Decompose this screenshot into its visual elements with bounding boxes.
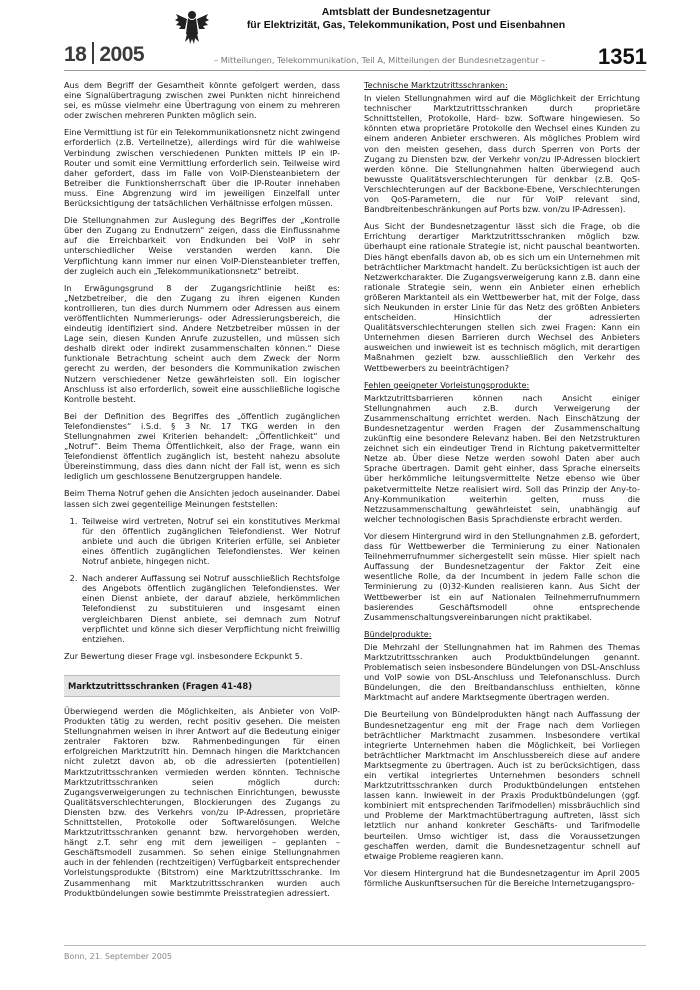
footer-date: Bonn, 21. September 2005 bbox=[64, 952, 172, 961]
issue-separator bbox=[92, 42, 94, 64]
section-heading: Marktzutrittsschranken (Fragen 41-48) bbox=[64, 675, 340, 697]
paragraph: In Erwägungsgrund 8 der Zugangsrichtlinie heißt es: „Netzbetreiber, die den Zugang zu ihren eigenen Kunden kontrollieren, tun dies durch Nummern oder Adressen aus einem veröffentlichten Nummerierungs- oder Adressierungsbereich, die eindeutig identifiziert sind. Andere Netzbetreiber müssen in der Lage sein, diesen Kunden Anrufe zuzustellen, und müssen sich deshalb direkt oder indirekt zusammenschalten können.“ Diese funktionale Betrachtung scheint auch dem Zweck der Norm gerecht zu werden, der besonders die Kommunikation zwischen Nutzern verschiedener Netze gewährleisten soll. Ein logischer Anschluss ist also erforderlich, soweit eine ausschließliche logische Kontrolle besteht. bbox=[64, 282, 340, 404]
right-column bbox=[364, 80, 640, 895]
footer-divider bbox=[64, 945, 646, 946]
issue-number: 18 bbox=[64, 43, 87, 66]
paragraph: Die Mehrzahl der Stellungnahmen hat im Rahmen des Themas Marktzutrittsschranken auch Produktbündelungen genannt. Problematisch seien insbesondere Bündelungen von DSL-Anschluss und VoIP sowie von DSL-Anschluss und Telefonanschluss. Durch Bündelungen, die den Breitbandanschluss enthielten, könne Marktmacht auf andere Marktsegmente übertragen werden. bbox=[364, 641, 640, 703]
gazette-title: Amtsblatt der Bundesnetzagentur bbox=[321, 6, 491, 18]
header-divider bbox=[64, 70, 646, 71]
subheading: Fehlen geeigneter Vorleistungsprodukte: bbox=[364, 379, 530, 390]
opinion-list bbox=[64, 516, 340, 644]
list-item: 2. Nach anderer Auffassung sei Notruf ausschließlich Rechtsfolge des Angebots öffentlich zugänglichen Telefondienstes. Wer einen Dienst anbiete, der darauf abziele, herkömmlichen Telefondienst zu substituieren und insgesamt einen vergleichbaren Dienst anbiete, sei demnach zum Notruf verpflichtet und könne sich dieser Verpflichtung nicht freiwillig entziehen. bbox=[80, 573, 340, 644]
gazette-authority: für Elektrizität, Gas, Telekommunikation, Post und Eisenbahnen bbox=[246, 19, 566, 31]
paragraph: Aus dem Begriff der Gesamtheit könnte gefolgert werden, dass eine Signalübertragung zwischen zwei Punkten nicht hinreichend sei, es müsse vielmehr eine Übertragung von einem zu mehreren oder zwischen mehreren Punkten möglich sein. bbox=[64, 80, 340, 121]
paragraph: Vor diesem Hintergrund wird in den Stellungnahmen z.B. gefordert, dass für Wettbewerber die Terminierung zu einer Nationalen Teilnehmerrufnummer sichergestellt sein müsse. Hier spielt nach Auffassung der Bundesnetzagentur der Faktor Zeit eine wesentliche Rolle, da der Incumbent in jedem Falle schon die Terminierung zu (0)32-Kunden realisieren kann. Aus Sicht der Wettbewerber ist ein auf Nationalen Teilnehmerrufnummern basierendes Geschäftsmodell ohne entsprechende Zusammenschaltungsvereinbarungen nicht praktikabel. bbox=[364, 530, 640, 622]
paragraph: Vor diesem Hintergrund hat die Bundesnetzagentur im April 2005 förmliche Auskunftsersuchen für die Bereiche Internetzugangspro- bbox=[364, 867, 640, 888]
page-number: 1351 bbox=[598, 44, 647, 69]
paragraph: Beim Thema Notruf gehen die Ansichten jedoch auseinander. Dabei lassen sich zwei gegenteilige Meinungen feststellen: bbox=[64, 488, 340, 509]
paragraph: In vielen Stellungnahmen wird auf die Möglichkeit der Errichtung technischer Marktzutrittsschranken durch proprietäre Schnittstellen, Protokolle, Hard- bzw. Software hingewiesen. So könnten etwa proprietäre Protokolle den Wechsel eines Kunden zu einem anderen Anbieter erschweren. Als mögliches Problem wird von den meisten gesehen, dass durch Sperren von Ports der Zugang zu Diensten bzw. der Verkehr von/zu IP-Adressen blockiert werden könne. Die Stellungnahmen halten überwiegend auch bewusste Qualitätsverschlechterungen für denkbar (z.B. QoS-Verschlechterungen auf der Backbone-Ebene, Verschlechterungen von QoS-Parametern, die nur für VoIP relevant sind, Bandbreitenbeschränkungen auf Ports bzw. von/zu IP-Adressen). bbox=[364, 93, 640, 215]
paragraph: Eine Vermittlung ist für ein Telekommunikationsnetz nicht zwingend erforderlich (z.B. Verteilnetze), allerdings wird für die wahlweise Verbindung zwischen verschiedenen Punkten mittels IP ein IP-Router und somit eine Vermittlung erforderlich sein. Teilweise wird daher gefordert, dass im Falle von VoIP-Diensteanbietern der Betreiber die Funktionsherrschaft über die IP-Router innehaben muss. Eine Abgrenzung wird im jeweiligen Einzelfall unter Berücksichtigung der tatsächlichen Verhältnisse erfolgen müssen. bbox=[64, 127, 340, 209]
list-item: 1. Teilweise wird vertreten, Notruf sei ein konstitutives Merkmal für den öffentlich zugänglichen Telefondienst. Wer Notruf anbiete und auch die übrigen Kriterien erfülle, sei Anbieter eines öffentlich zugänglichen Telefondienstes. Wer keinen Notruf anbiete, hingegen nicht. bbox=[80, 516, 340, 566]
gazette-subtitle: – Mitteilungen, Telekommunikation, Teil A, Mitteilungen der Bundesnetzagentur – bbox=[214, 55, 546, 65]
paragraph: Marktzutrittsbarrieren können nach Ansicht einiger Stellungnahmen auch z.B. durch Verweigerung der Zusammenschaltung errichtet werden. Nach Einschätzung der Bundesnetzagentur werden Fragen der Zusammenschaltung zukünftig eine besondere Relevanz haben. Bei den Netzstrukturen zeichnet sich ein eindeutiger Trend in Richtung paketvermittelter Netze ab. Über diese Netze werden sowohl Daten aber auch Sprache übertragen. Damit geht einher, dass Sprache einerseits über herkömmliche leitungsvermittelte Netze ebenso wie über paketvermittelte Netze realisiert wird. Soll das Prinzip der Any-to-Any-Kommunikation weiterhin gelten, muss die Netzzusammenschaltung gewährleistet sein, unabhängig auf welcher technologischen Basis Sprachdienste erbracht werden. bbox=[364, 392, 640, 524]
subheading: Bündelprodukte: bbox=[364, 628, 432, 639]
paragraph: Aus Sicht der Bundesnetzagentur lässt sich die Frage, ob die Errichtung derartiger Marktzutrittsschranken möglich bzw. überhaupt eine rationale Strategie ist, nicht pauschal beantworten. Dies hängt ebenfalls davon ab, ob es sich um ein Unternehmen mit beträchtlicher Marktmacht handelt. Zu berücksichtigen ist auch der Netzwerkcharakter. Die Zugangsverweigerung kann z.B. dann eine rationale Strategie sein, wenn ein Anbieter einen erheblich größeren Marktanteil als ein Wettbewerber hat, mit der Folge, dass sich Neukunden in erster Linie für das Netz des größten Anbieters entscheiden. Hinsichtlich der adressierten Qualitätsverschlechterungen stellen sich zwei Fragen: Kann ein Unternehmen diesen Barrieren durch Wechsel des Anbieters ausweichen und inwieweit ist es technisch möglich, mit derartigen Maßnahmen gezielt bzw. ausschließlich den Verkehr des Wettbewerbers zu beeinträchtigen? bbox=[364, 221, 640, 373]
paragraph: Zur Bewertung dieser Frage vgl. insbesondere Eckpunkt 5. bbox=[64, 650, 303, 661]
subheading: Technische Marktzutrittsschranken: bbox=[364, 80, 508, 90]
paragraph: Bei der Definition des Begriffes des „öffentlich zugänglichen Telefondienstes“ i.S.d. § 3 Nr. 17 TKG werden in den Stellungnahmen zwei Kriterien behandelt: „Öffentlichkeit“ und „Notruf“. Beim Thema Öffentlichkeit, also der Frage, wann ein Telefondienst öffentlich zugänglich ist, besteht nahezu absolute Übereinstimmung, dass dies dann nicht der Fall ist, wenn es sich lediglich um geschlossene Benutzergruppen handele. bbox=[64, 410, 340, 482]
paragraph: Überwiegend werden die Möglichkeiten, als Anbieter von VoIP-Produkten tätig zu werden, recht positiv gesehen. Die meisten Stellungnahmen weisen in ihrer Antwort auf die Bedeutung einiger zentraler Faktoren bzw. Rahmenbedingungen für einen erfolgreichen Marktzutritt hin. Demnach hingen die Marktchancen nicht zuletzt davon ab, ob die adressierten (potentiellen) Marktzutrittsschranken vermieden werden könnten. Technische Marktzutrittsschranken seien möglich durch: Zugangsverweigerungen zu technischen Einrichtungen, bewusste Qualitätsverschlechterungen, Blockierungen des Zugangs zu Diensten bzw. des Verkehrs von/zu IP-Adressen, proprietäre Schnittstellen, Protokolle oder Softwarelösungen. Welche Marktzutrittsschranken genannt bzw. hervorgehoben werden, hängt z.T. sehr eng mit dem jeweiligen – geplanten – Geschäftsmodell zusammen. So sehen einige Stellungnahmen auch in der fehlenden (rechtzeitigen) Verfügbarkeit entsprechender Vorleistungsprodukte (Bitstrom) eine Marktzutrittsschranke. Im Zusammenhang mit Marktzutrittsschranken wurden auch Produktbündelungen sowie bestimmte Preisstrategien adressiert. bbox=[64, 705, 340, 898]
issue-year-label bbox=[64, 42, 144, 67]
paragraph: Die Stellungnahmen zur Auslegung des Begriffes der „Kontrolle über den Zugang zu Endnutzern“ zeigen, dass die Einflussnahme auf die Erreichbarkeit von Endkunden bei VoIP in sehr unterschiedlicher Weise verstanden werden kann. Die Verpflichtung kann immer nur einen VoIP-Diensteanbieter treffen, der zugleich auch ein „Telekommunikationsnetz“ betreibt. bbox=[64, 215, 340, 276]
paragraph: Die Beurteilung von Bündelprodukten hängt nach Auffassung der Bundesnetzagentur eng mit der Frage nach dem Vorliegen beträchtlicher Marktmacht zusammen. Insbesondere vertikal integrierte Unternehmen haben die Möglichkeit, bei Vorliegen beträchtlicher Marktmacht im Anschlussbereich diese auf andere Marktsegmente zu übertragen. Auch ist zu berücksichtigen, dass ein vertikal integriertes Unternehmen besonders schnell Marktzutrittsschranken durch Produktbündelungen entstehen lassen kann. Inwieweit in der Praxis Produktbündelungen (ggf. kombiniert mit entsprechenden Tarifmodellen) missbräuchlich sind und Probleme der Marktmachtübertragung auftreten, lässt sich letztlich nur anhand konkreter Geschäfts- und Tarifmodelle beurteilen. Umso wichtiger ist, dass die Voraussetzungen geschaffen werden, damit die Bundesnetzagentur schnell auf etwaige Probleme reagieren kann. bbox=[364, 709, 640, 861]
issue-year: 2005 bbox=[99, 43, 145, 66]
left-column bbox=[64, 80, 340, 905]
